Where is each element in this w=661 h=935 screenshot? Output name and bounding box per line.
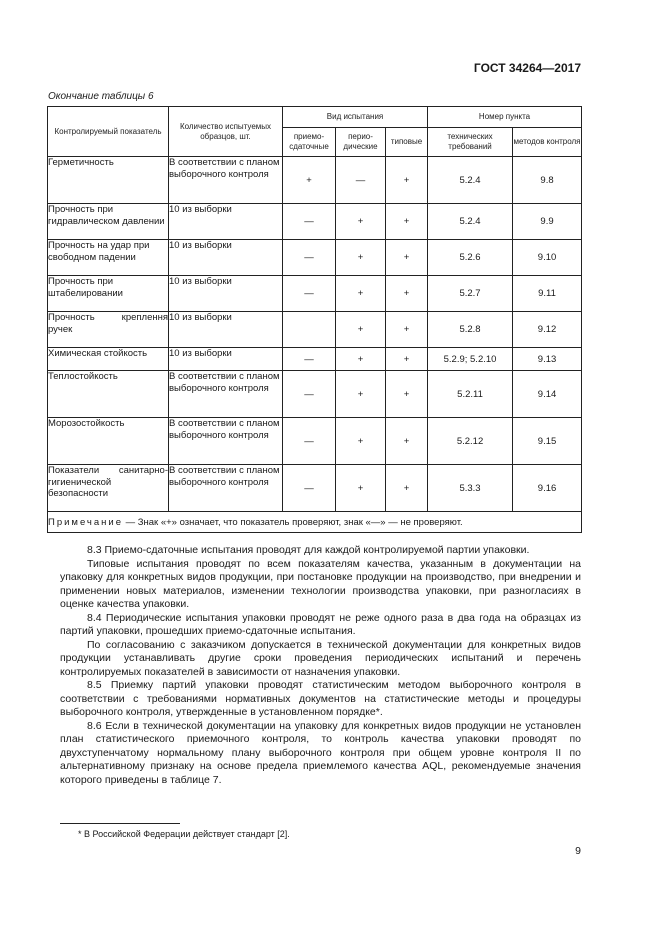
table-row: [48, 240, 582, 276]
table-caption: Окончание таблицы 6: [48, 91, 154, 102]
typical-mark: +: [386, 348, 428, 371]
methods-cell: 9.15: [513, 418, 582, 465]
header-periodic: перио-дические: [336, 128, 386, 157]
test-table: [47, 106, 582, 533]
indicator-cell: Герметичность: [48, 157, 169, 204]
table-note-row: [48, 512, 582, 533]
header-acceptance: приемо-сдаточные: [283, 128, 336, 157]
requirements-cell: 5.2.7: [428, 276, 513, 312]
page-number: 9: [575, 845, 581, 857]
table-row: [48, 348, 582, 371]
acceptance-mark: —: [283, 240, 336, 276]
acceptance-mark: —: [283, 465, 336, 512]
indicator-cell: Химическая стойкость: [48, 348, 169, 371]
requirements-cell: 5.2.11: [428, 371, 513, 418]
indicator-cell: Показатели санитарно-гигиенической безопасности: [48, 465, 169, 512]
count-cell: В соответствии с планом выборочного контроля: [169, 465, 283, 512]
requirements-cell: 5.2.6: [428, 240, 513, 276]
periodic-mark: +: [336, 276, 386, 312]
indicator-cell: Теплостойкость: [48, 371, 169, 418]
periodic-mark: +: [336, 465, 386, 512]
periodic-mark: +: [336, 348, 386, 371]
requirements-cell: 5.2.4: [428, 204, 513, 240]
typical-mark: +: [386, 157, 428, 204]
typical-mark: +: [386, 204, 428, 240]
methods-cell: 9.13: [513, 348, 582, 371]
count-cell: 10 из выборки: [169, 276, 283, 312]
acceptance-mark: —: [283, 276, 336, 312]
table-row: [48, 465, 582, 512]
table-note: [48, 512, 582, 533]
count-cell: 10 из выборки: [169, 312, 283, 348]
indicator-cell: Прочность креплення ручек: [48, 312, 169, 348]
indicator-cell: Морозостойкость: [48, 418, 169, 465]
methods-cell: 9.9: [513, 204, 582, 240]
periodic-mark: +: [336, 418, 386, 465]
acceptance-mark: +: [283, 157, 336, 204]
typical-mark: +: [386, 240, 428, 276]
count-cell: В соответствии с планом выборочного контроля: [169, 371, 283, 418]
methods-cell: 9.11: [513, 276, 582, 312]
footnote-divider: [60, 823, 180, 824]
periodic-mark: +: [336, 371, 386, 418]
table-row: [48, 157, 582, 204]
header-clause: Номер пункта: [428, 107, 582, 128]
indicator-cell: Прочность на удар при свободном падении: [48, 240, 169, 276]
count-cell: 10 из выборки: [169, 348, 283, 371]
header-requirements: технических требований: [428, 128, 513, 157]
header-methods: методов контроля: [513, 128, 582, 157]
acceptance-mark: —: [283, 204, 336, 240]
body-text: [60, 544, 581, 787]
typical-mark: +: [386, 371, 428, 418]
typical-mark: +: [386, 465, 428, 512]
count-cell: 10 из выборки: [169, 204, 283, 240]
table-row: [48, 312, 582, 348]
methods-cell: 9.8: [513, 157, 582, 204]
note-text: — Знак «+» означает, что показатель проверяют, знак «—» — не проверяют.: [123, 516, 463, 528]
indicator-cell: Прочность при гидравлическом давлении: [48, 204, 169, 240]
acceptance-mark: —: [283, 348, 336, 371]
acceptance-mark: [283, 312, 336, 348]
requirements-cell: 5.2.8: [428, 312, 513, 348]
paragraph: 8.4 Периодические испытания упаковки проводят не реже одного раза в два года на образцах из партий упаковки, прошедших приемо-сдаточные испытания.: [60, 611, 581, 637]
paragraph: 8.5 Приемку партий упаковки проводят статистическим методом выборочного контроля в соответствии с требованиями нормативных документов на статистические методы и процедуры выборочного контроля, утвержденные в установленном порядке*.: [60, 679, 581, 718]
table-row: [48, 204, 582, 240]
standard-number: ГОСТ 34264—2017: [473, 61, 581, 75]
note-label: Примечание: [48, 516, 123, 528]
paragraph: 8.6 Если в технической документации на упаковку для конкретных видов продукции не установлен план статистического приемочного контроля, то контроль качества упаковки проводят по двухступенчатому нормальному плану выборочного контроля при общем уровне контроля II по альтернативному признаку на основе предела приемлемого качества AQL, рекомендуемые значения которого приведены в таблице 7.: [60, 719, 581, 786]
count-cell: В соответствии с планом выборочного контроля: [169, 157, 283, 204]
requirements-cell: 5.2.12: [428, 418, 513, 465]
table-row: [48, 276, 582, 312]
header-test-type: Вид испытания: [283, 107, 428, 128]
periodic-mark: +: [336, 312, 386, 348]
table-row: [48, 418, 582, 465]
requirements-cell: 5.2.9; 5.2.10: [428, 348, 513, 371]
requirements-cell: 5.2.4: [428, 157, 513, 204]
header-typical: типовые: [386, 128, 428, 157]
methods-cell: 9.10: [513, 240, 582, 276]
requirements-cell: 5.3.3: [428, 465, 513, 512]
periodic-mark: +: [336, 204, 386, 240]
footnote: * В Российской Федерации действует стандарт [2].: [78, 829, 290, 839]
methods-cell: 9.12: [513, 312, 582, 348]
acceptance-mark: —: [283, 371, 336, 418]
count-cell: 10 из выборки: [169, 240, 283, 276]
typical-mark: +: [386, 312, 428, 348]
indicator-cell: Прочность при штабелировании: [48, 276, 169, 312]
paragraph: 8.3 Приемо-сдаточные испытания проводят для каждой контролируемой партии упаковки.: [87, 544, 530, 556]
methods-cell: 9.16: [513, 465, 582, 512]
periodic-mark: —: [336, 157, 386, 204]
count-cell: В соответствии с планом выборочного контроля: [169, 418, 283, 465]
header-indicator: Контролируемый показатель: [48, 107, 169, 157]
acceptance-mark: —: [283, 418, 336, 465]
periodic-mark: +: [336, 240, 386, 276]
paragraph: По согласованию с заказчиком допускается в технической документации для конкретных видов продукции устанавливать другие сроки проведения периодических испытаний и перечень контролируемых показателей в зависимости от назначения упаковки.: [60, 638, 581, 678]
table-row: [48, 371, 582, 418]
paragraph: Типовые испытания проводят по всем показателям качества, указанным в документации на упаковку для конкретных видов продукции, при постановке продукции на производство, при внедрении и применении новых материалов, изменении технологии производства упаковки, при разногласиях в оценке качества упаковки.: [60, 557, 581, 610]
header-count: Количество испытуемых образцов, шт.: [169, 107, 283, 157]
typical-mark: +: [386, 276, 428, 312]
typical-mark: +: [386, 418, 428, 465]
methods-cell: 9.14: [513, 371, 582, 418]
